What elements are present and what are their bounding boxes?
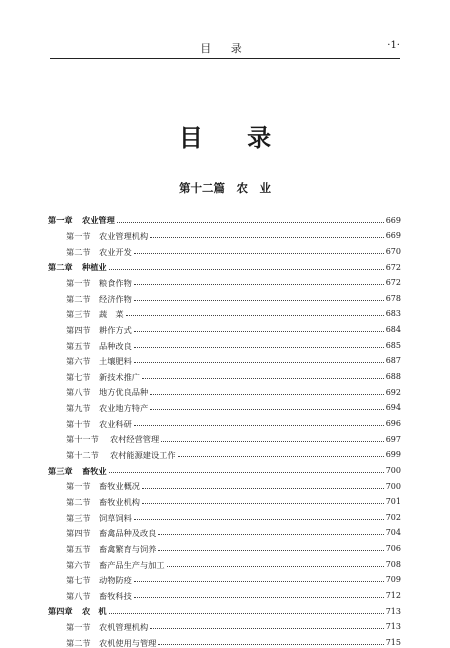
toc-entry-label [66, 232, 148, 240]
dot-leader [161, 440, 384, 442]
dot-leader [134, 424, 384, 426]
toc-page-number: 712 [385, 591, 401, 601]
toc-section-entry[interactable] [48, 537, 401, 553]
toc-entry-label [66, 576, 132, 584]
toc-entry-title: 农村经营管理 [110, 434, 160, 445]
toc-section-entry[interactable] [48, 491, 401, 507]
dot-leader [158, 549, 383, 551]
toc-entry-label [66, 545, 156, 553]
toc-entry-label [66, 592, 132, 600]
toc-page-number: 700 [385, 465, 401, 475]
toc-section-entry[interactable] [48, 616, 401, 632]
toc-page-number: 678 [385, 293, 401, 303]
toc-entry-title: 粮食作物 [99, 278, 132, 288]
toc-entry-number: 第十一节 [66, 434, 99, 445]
toc-entry-number: 第七节 [66, 575, 91, 586]
page-number: ·1· [387, 40, 400, 51]
toc-section-entry[interactable] [48, 225, 401, 241]
toc-section-entry[interactable] [48, 475, 401, 491]
toc-entry-title: 畜牧业机构 [99, 496, 140, 507]
toc-entry-label [66, 529, 156, 537]
dot-leader [134, 283, 384, 285]
toc-page-number: 702 [385, 512, 401, 522]
toc-entry-number: 第二节 [66, 637, 91, 648]
toc-entry-number: 第一节 [66, 481, 91, 492]
toc-entry-label [66, 435, 159, 443]
toc-entry-title: 饲草饲料 [99, 512, 132, 523]
toc-entry-title: 品种改良 [99, 340, 132, 351]
toc-page-number: 706 [385, 544, 401, 554]
toc-entry-title: 畜牧业概况 [99, 481, 140, 492]
toc-entry-number: 第二节 [66, 496, 91, 507]
dot-leader [158, 533, 383, 535]
toc-entry-label [48, 216, 115, 224]
toc-chapter-entry[interactable] [48, 459, 401, 475]
toc-entry-number: 第三章 [48, 465, 73, 476]
toc-page-number: 704 [385, 528, 401, 538]
toc-entry-label [66, 373, 140, 381]
toc-entry-label [66, 388, 148, 396]
toc-entry-number: 第三节 [66, 309, 91, 320]
dot-leader [109, 471, 384, 473]
dot-leader [158, 643, 383, 645]
toc-section-entry[interactable] [48, 334, 401, 350]
toc-page-number: 699 [385, 450, 401, 460]
toc-entry-label [66, 404, 148, 412]
toc-entry-title: 动物防疫 [99, 575, 132, 586]
toc-section-entry[interactable] [48, 412, 401, 428]
toc-entry-title: 农村能源建设工作 [110, 450, 176, 461]
table-of-contents [48, 209, 401, 647]
toc-chapter-entry[interactable] [48, 256, 401, 272]
toc-page-number: 700 [385, 481, 401, 491]
toc-page-number: 684 [385, 325, 401, 335]
toc-page-number: 694 [385, 403, 401, 413]
toc-page-number: 708 [385, 559, 401, 569]
toc-entry-title: 蔬 菜 [99, 309, 124, 320]
toc-section-entry[interactable] [48, 272, 401, 288]
toc-entry-label [48, 607, 107, 615]
toc-section-entry[interactable] [48, 350, 401, 366]
toc-page-number: 670 [385, 246, 401, 256]
dot-leader [150, 236, 384, 238]
dot-leader [178, 455, 384, 457]
toc-entry-number: 第一节 [66, 622, 91, 633]
toc-entry-title: 畜禽品种及改良 [99, 528, 157, 539]
toc-entry-label [66, 357, 132, 365]
toc-section-entry[interactable] [48, 444, 401, 460]
toc-entry-label [66, 279, 132, 287]
toc-entry-title: 农业管理 [82, 215, 115, 226]
toc-page-number: 685 [385, 340, 401, 350]
toc-entry-label [48, 263, 107, 271]
dot-leader [134, 346, 384, 348]
toc-entry-number: 第一节 [66, 231, 91, 242]
dot-leader [142, 377, 384, 379]
toc-section-entry[interactable] [48, 428, 401, 444]
toc-entry-label [66, 561, 165, 569]
dot-leader [150, 408, 384, 410]
toc-page-number: 697 [385, 434, 401, 444]
toc-page-number: 696 [385, 418, 401, 428]
toc-entry-number: 第八节 [66, 590, 91, 601]
toc-section-entry[interactable] [48, 631, 401, 647]
toc-entry-title: 农机使用与管理 [99, 637, 157, 648]
toc-entry-number: 第八节 [66, 387, 91, 398]
toc-page-number: 692 [385, 387, 401, 397]
toc-section-entry[interactable] [48, 397, 401, 413]
toc-section-entry[interactable] [48, 287, 401, 303]
toc-entry-number: 第四节 [66, 324, 91, 335]
toc-section-entry[interactable] [48, 553, 401, 569]
dot-leader [142, 502, 384, 504]
toc-entry-label [66, 498, 140, 506]
toc-entry-number: 第一章 [48, 215, 73, 226]
toc-entry-label [66, 342, 132, 350]
dot-leader [150, 393, 384, 395]
toc-page-number: 713 [385, 606, 401, 616]
toc-section-entry[interactable] [48, 303, 401, 319]
toc-page-number: 709 [385, 575, 401, 585]
toc-entry-label [66, 326, 132, 334]
dot-leader [134, 361, 384, 363]
toc-entry-title: 农业管理机构 [99, 231, 149, 242]
toc-entry-title: 农业科研 [99, 418, 132, 429]
toc-entry-number: 第十二节 [66, 450, 99, 461]
toc-page-number: 669 [385, 215, 401, 225]
toc-entry-number: 第十节 [66, 418, 91, 429]
dot-leader [134, 252, 384, 254]
toc-entry-label [66, 639, 156, 647]
toc-entry-title: 新技术推广 [99, 371, 140, 382]
toc-entry-label [66, 420, 132, 428]
toc-section-entry[interactable] [48, 522, 401, 538]
toc-page-number: 672 [385, 262, 401, 272]
toc-entry-title: 地方优良品种 [99, 387, 149, 398]
dot-leader [167, 565, 384, 567]
toc-chapter-entry[interactable] [48, 600, 401, 616]
dot-leader [150, 627, 384, 629]
toc-entry-number: 第三节 [66, 512, 91, 523]
toc-section-entry[interactable] [48, 584, 401, 600]
toc-entry-label [66, 451, 176, 459]
toc-entry-label [66, 310, 124, 318]
page-title: 目 录 [178, 124, 290, 152]
toc-entry-title: 土壤肥料 [99, 356, 132, 367]
header-rule [50, 58, 400, 59]
toc-entry-title: 经济作物 [99, 293, 132, 304]
part-title: 第十二篇 农 业 [179, 181, 271, 195]
dot-leader [134, 596, 384, 598]
toc-section-entry[interactable] [48, 381, 401, 397]
toc-entry-label [66, 295, 132, 303]
toc-entry-title: 畜产品生产与加工 [99, 559, 165, 570]
dot-leader [134, 299, 384, 301]
toc-entry-number: 第一节 [66, 278, 91, 288]
dot-leader [134, 580, 384, 582]
toc-section-entry[interactable] [48, 318, 401, 334]
dot-leader [142, 487, 384, 489]
toc-page-number: 669 [385, 231, 401, 241]
toc-entry-label [66, 623, 148, 631]
dot-leader [134, 330, 384, 332]
toc-entry-number: 第二节 [66, 293, 91, 304]
toc-entry-number: 第六节 [66, 356, 91, 367]
toc-entry-label [66, 514, 132, 522]
toc-chapter-entry[interactable] [48, 209, 401, 225]
toc-entry-number: 第五节 [66, 340, 91, 351]
running-header-title: 目 录 [200, 42, 250, 55]
dot-leader [109, 612, 384, 614]
toc-entry-title: 畜牧科技 [99, 590, 132, 601]
running-header [50, 40, 400, 56]
toc-entry-title: 种植业 [82, 262, 107, 273]
toc-page-number: 701 [385, 497, 401, 507]
toc-entry-number: 第七节 [66, 371, 91, 382]
toc-entry-title: 农业地方特产 [99, 403, 149, 414]
toc-section-entry[interactable] [48, 506, 401, 522]
toc-entry-number: 第九节 [66, 403, 91, 414]
dot-leader [109, 268, 384, 270]
toc-page-number: 713 [385, 622, 401, 632]
toc-entry-title: 畜牧业 [82, 465, 107, 476]
toc-page-number: 687 [385, 356, 401, 366]
toc-entry-number: 第五节 [66, 543, 91, 554]
toc-entry-title: 农业开发 [99, 246, 132, 257]
dot-leader [126, 314, 384, 316]
toc-section-entry[interactable] [48, 240, 401, 256]
toc-entry-label [66, 248, 132, 256]
dot-leader [134, 518, 384, 520]
toc-section-entry[interactable] [48, 569, 401, 585]
toc-page-number: 715 [385, 637, 401, 647]
toc-entry-number: 第四章 [48, 606, 73, 617]
toc-page-number: 688 [385, 372, 401, 382]
toc-entry-title: 农 机 [82, 606, 107, 617]
toc-entry-title: 农机管理机构 [99, 622, 149, 633]
toc-entry-number: 第二节 [66, 246, 91, 257]
toc-entry-title: 耕作方式 [99, 324, 132, 335]
toc-section-entry[interactable] [48, 365, 401, 381]
dot-leader [117, 221, 384, 223]
toc-entry-number: 第六节 [66, 559, 91, 570]
toc-entry-number: 第二章 [48, 262, 73, 273]
toc-entry-title: 畜禽繁育与饲养 [99, 543, 157, 554]
toc-entry-label [48, 467, 107, 475]
toc-entry-label [66, 482, 140, 490]
toc-page-number: 672 [385, 278, 401, 288]
toc-page-number: 683 [385, 309, 401, 319]
toc-entry-number: 第四节 [66, 528, 91, 539]
